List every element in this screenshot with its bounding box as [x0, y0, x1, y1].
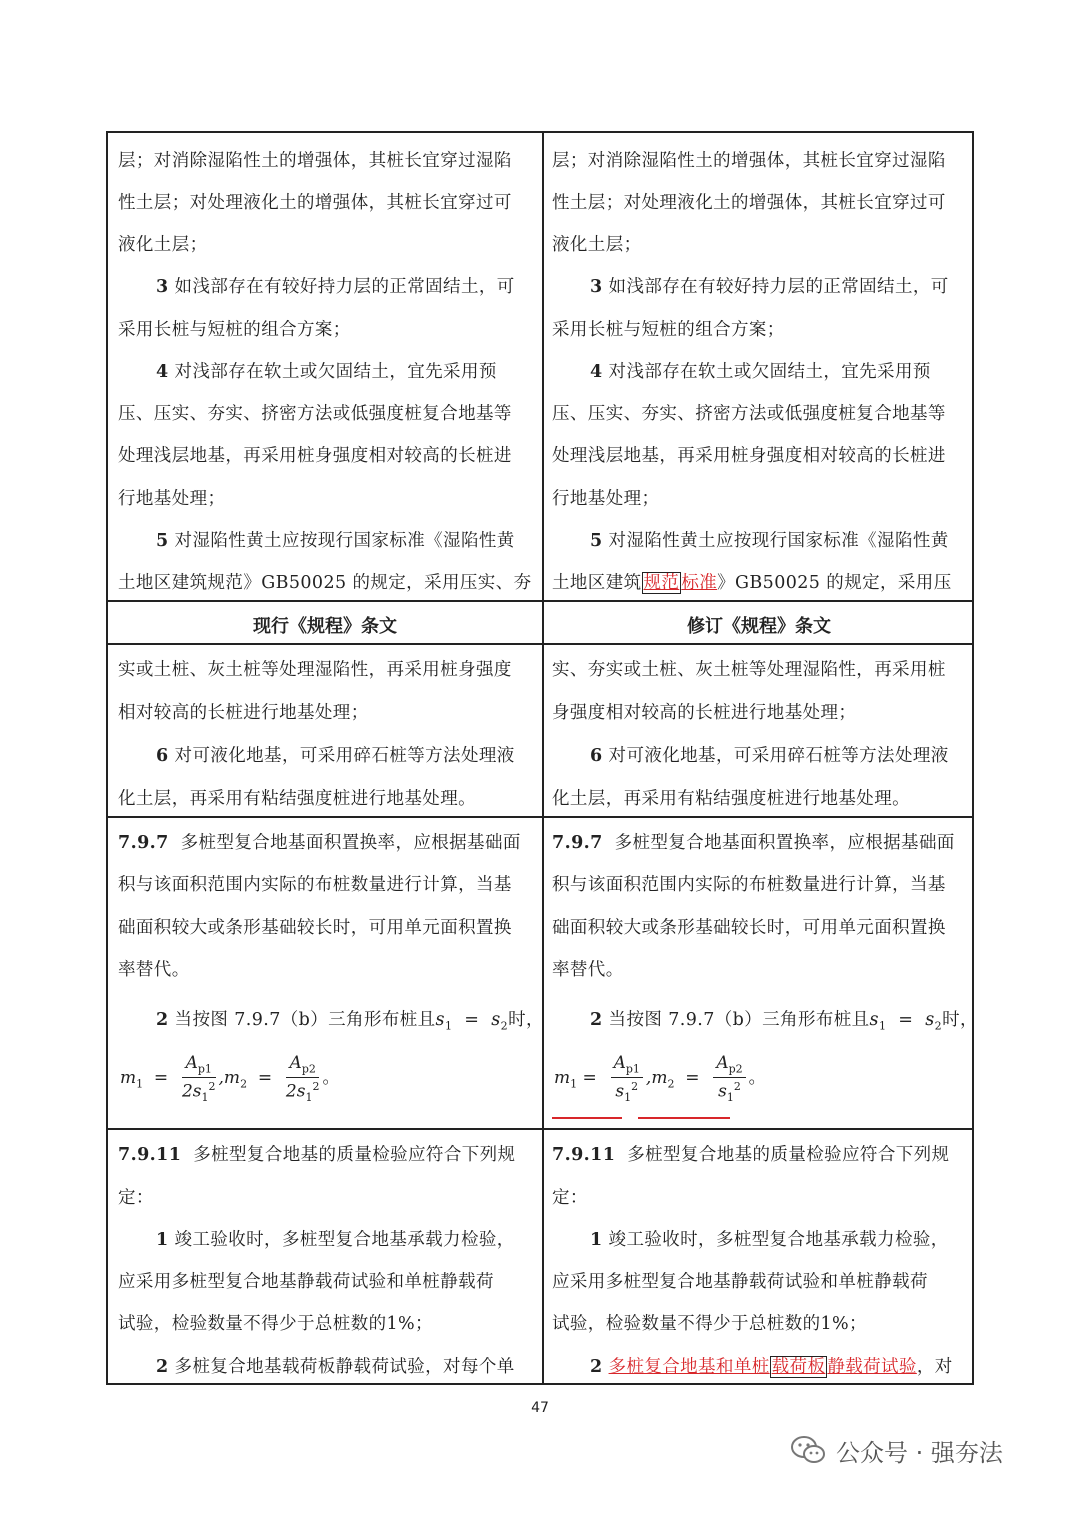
revision-underline [552, 1117, 622, 1119]
text-line: 率替代。 [552, 960, 624, 980]
revision-deleted: 规范 [643, 573, 680, 593]
text-line: 7.9.11 多桩型复合地基的质量检验应符合下列规 [552, 1145, 950, 1165]
wechat-icon [790, 1435, 826, 1465]
text-line: 6 对可液化地基，可采用碎石桩等方法处理液 [590, 746, 949, 766]
text-line: 1 竣工验收时，多桩型复合地基承载力检验， [156, 1230, 515, 1250]
text-line: 化土层，再采用有粘结强度桩进行地基处理。 [552, 789, 910, 809]
text-line: 7.9.7 多桩型复合地基面积置换率，应根据基础面 [552, 833, 955, 853]
text-line: 2 多桩复合地基载荷板静载荷试验，对每个单 [156, 1357, 515, 1377]
formula-current: $m_1$ = $\frac{A_{p1}}{2s_1^2}$ $,m_2$ = $\frac{A_{p2}}{2s_1^2}$ 。 [120, 1053, 340, 1105]
text-line: 础面积较大或条形基础较长时，可用单元面积置换 [552, 918, 946, 938]
text-line: 3 如浅部存在有较好持力层的正常固结土，可 [590, 277, 949, 297]
text-line: 积与该面积范围内实际的布桩数量进行计算，当基 [118, 875, 512, 895]
current-column [108, 133, 542, 1383]
text-line: 实、夯实或土桩、灰土桩等处理湿陷性，再采用桩 [552, 660, 946, 680]
text-line: 液化土层； [552, 235, 642, 255]
text-line: 4 对浅部存在软土或欠固结土，宜先采用预 [156, 362, 497, 382]
text-line: 化土层，再采用有粘结强度桩进行地基处理。 [118, 789, 476, 809]
text-line: 压、压实、夯实、挤密方法或低强度桩复合地基等 [552, 404, 946, 424]
page-number: 47 [531, 1400, 549, 1416]
text-line: 5 对湿陷性黄土应按现行国家标准《湿陷性黄 [156, 531, 515, 551]
revision-inserted: 多桩复合地基和单桩 [608, 1357, 770, 1377]
text-line: 积与该面积范围内实际的布桩数量进行计算，当基 [552, 875, 946, 895]
text-line: 础面积较大或条形基础较长时，可用单元面积置换 [118, 918, 512, 938]
text-line: 2 当按图 7.9.7（b）三角形布桩且$s_1 = s_2$时， [590, 1010, 978, 1033]
text-line: 液化土层； [118, 235, 208, 255]
watermark-text: 公众号 · 强夯法 [836, 1438, 1003, 1467]
revision-underline [638, 1117, 730, 1119]
text-line: 行地基处理； [118, 489, 226, 509]
text-line: 层；对消除湿陷性土的增强体，其桩长宜穿过湿陷 [552, 151, 946, 171]
text-line: 7.9.11 多桩型复合地基的质量检验应符合下列规 [118, 1145, 516, 1165]
text-line: 相对较高的长桩进行地基处理； [118, 703, 369, 723]
comparison-table [106, 131, 978, 1385]
revision-inserted: 标准 [681, 573, 718, 593]
text-line: 试验，检验数量不得少于总桩数的1%； [118, 1314, 433, 1334]
revised-column [542, 133, 976, 1383]
watermark [790, 1430, 1003, 1470]
text-line: 性土层；对处理液化土的增强体，其桩长宜穿过可 [118, 193, 512, 213]
text-line: 1 竣工验收时，多桩型复合地基承载力检验， [590, 1230, 949, 1250]
text-line: 性土层；对处理液化土的增强体，其桩长宜穿过可 [552, 193, 946, 213]
text-line: 2 多桩复合地基和单桩 载荷板 静载荷试验，对 [590, 1357, 953, 1377]
header-revised: 修订《规程》条文 [687, 616, 831, 637]
text-line: 层；对消除湿陷性土的增强体，其桩长宜穿过湿陷 [118, 151, 512, 171]
text-line: 采用长桩与短桩的组合方案； [552, 320, 785, 340]
text-line: 压、压实、夯实、挤密方法或低强度桩复合地基等 [118, 404, 512, 424]
formula-revised: $m_1$ = $\frac{A_{p1}}{s_1^2}$ $,m_2$ = $\frac{A_{p2}}{s_1^2}$ 。 [554, 1053, 766, 1105]
revision-inserted: 静载荷试验 [827, 1357, 917, 1377]
text-line: 身强度相对较高的长桩进行地基处理； [552, 703, 857, 723]
text-line: 实或土桩、灰土桩等处理湿陷性，再采用桩身强度 [118, 660, 512, 680]
text-line: 4 对浅部存在软土或欠固结土，宜先采用预 [590, 362, 931, 382]
text-line: 定： [552, 1188, 588, 1208]
header-current: 现行《规程》条文 [253, 616, 397, 637]
text-line: 采用长桩与短桩的组合方案； [118, 320, 351, 340]
revision-deleted: 载荷板 [771, 1357, 826, 1377]
text-line: 3 如浅部存在有较好持力层的正常固结土，可 [156, 277, 515, 297]
text-line: 应采用多桩型复合地基静载荷试验和单桩静载荷 [118, 1272, 494, 1292]
text-line: 定： [118, 1188, 154, 1208]
text-line: 率替代。 [118, 960, 190, 980]
text-line: 6 对可液化地基，可采用碎石桩等方法处理液 [156, 746, 515, 766]
text-line: 试验，检验数量不得少于总桩数的1%； [552, 1314, 867, 1334]
text-line: 土地区建筑规范》GB50025 的规定，采用压实、夯 [118, 573, 532, 593]
text-line: 5 对湿陷性黄土应按现行国家标准《湿陷性黄 [590, 531, 949, 551]
text-line: 处理浅层地基，再采用桩身强度相对较高的长桩进 [118, 446, 512, 466]
text-line: 处理浅层地基，再采用桩身强度相对较高的长桩进 [552, 446, 946, 466]
text-line: 7.9.7 多桩型复合地基面积置换率，应根据基础面 [118, 833, 521, 853]
text-line: 应采用多桩型复合地基静载荷试验和单桩静载荷 [552, 1272, 928, 1292]
text-line: 2 当按图 7.9.7（b）三角形布桩且$s_1 = s_2$时， [156, 1010, 544, 1033]
text-line: 土地区建筑 规范 标准》GB50025 的规定，采用压 [552, 573, 952, 593]
text-line: 行地基处理； [552, 489, 660, 509]
